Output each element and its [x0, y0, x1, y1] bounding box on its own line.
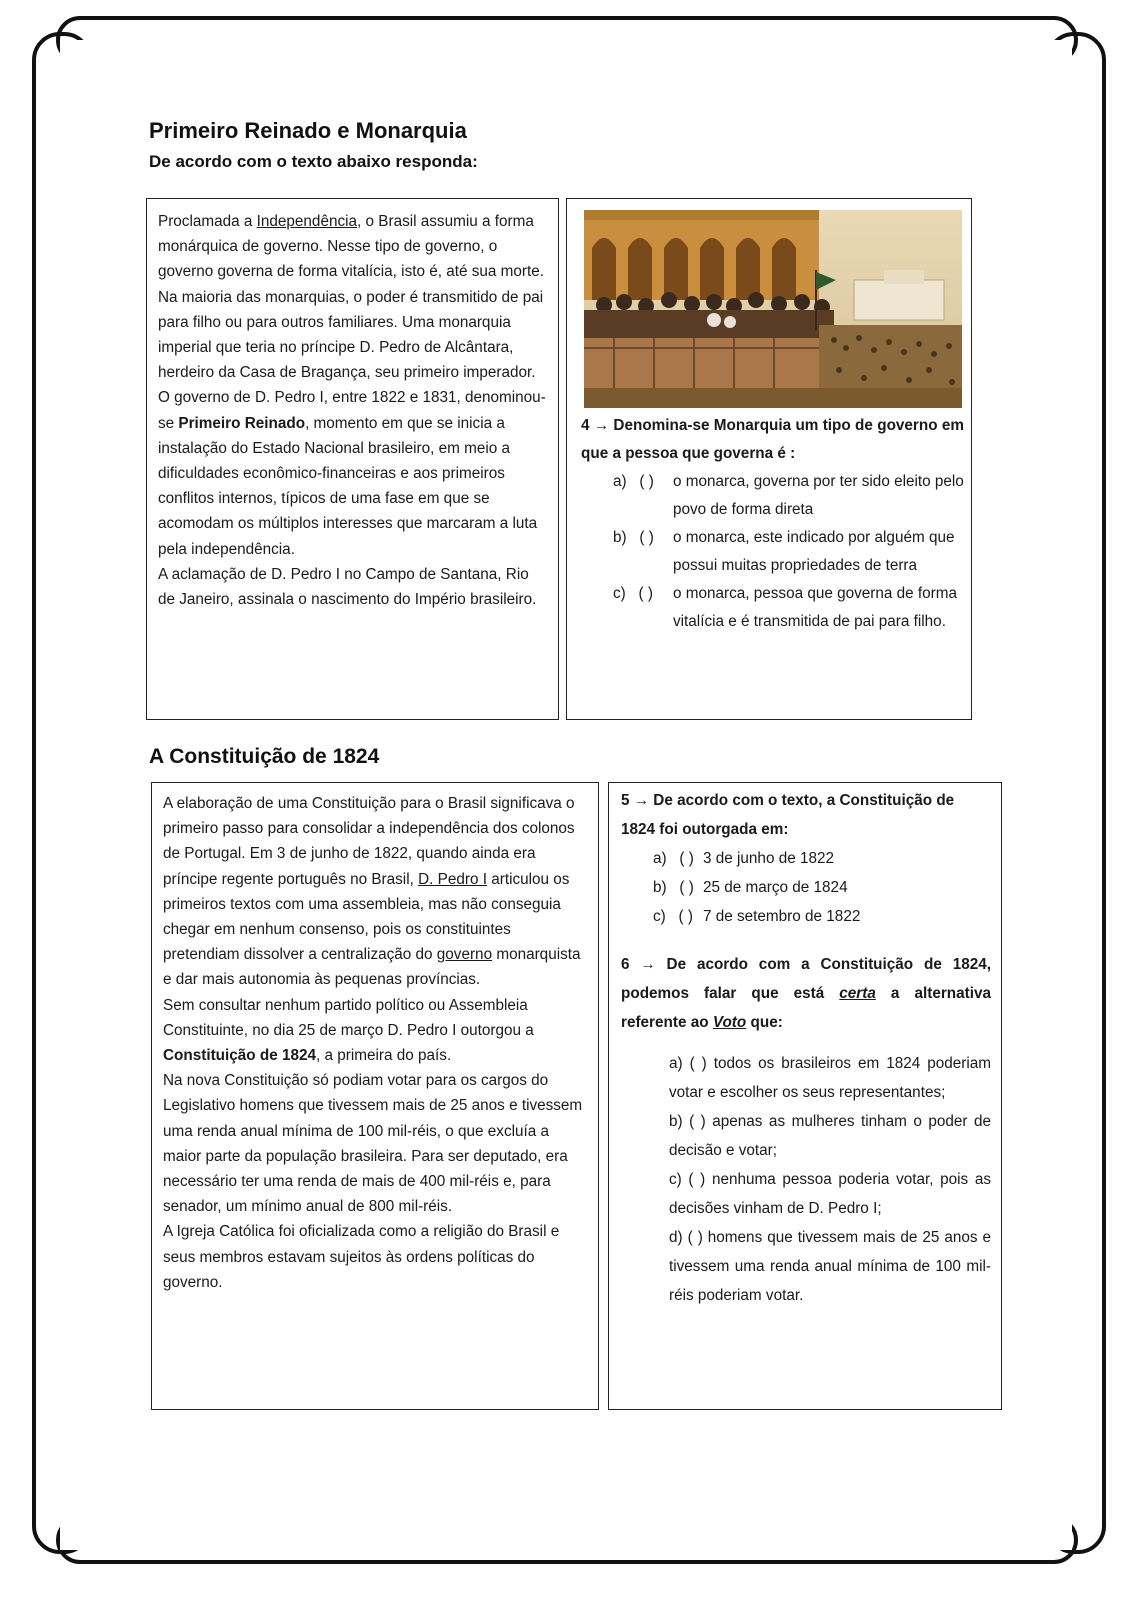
question4-options	[581, 468, 964, 636]
section1-text	[158, 209, 546, 612]
question5-options	[621, 844, 991, 931]
acclamation-painting-image	[584, 210, 962, 408]
question4-option-a[interactable]: a) ( ) o monarca, governa por ter sido eleito pelo povo de forma direta	[613, 473, 964, 518]
question6-title: 6 → De acordo com a Constituição de 1824, podemos falar que está certa a alternativa referente ao Voto que:	[621, 956, 991, 1031]
question5	[621, 786, 991, 931]
section2-title: A Constituição de 1824	[149, 745, 380, 768]
question4-title: 4 → Denomina-se Monarquia um tipo de governo em que a pessoa que governa é :	[581, 417, 964, 462]
section2-paragraph-4: A Igreja Católica foi oficializada como a religião do Brasil e seus membros estavam sujeitos às ordens políticas do governo.	[163, 1223, 560, 1291]
answer-checkbox[interactable]: ( )	[689, 1113, 706, 1130]
question6	[621, 950, 991, 1310]
question5-title: 5 → De acordo com o texto, a Constituição de 1824 foi outorgada em:	[621, 792, 955, 838]
answer-checkbox[interactable]: ( )	[678, 908, 693, 925]
question6-option-d[interactable]: d) ( ) homens que tivessem mais de 25 anos e tivessem uma renda anual mínima de 100 mil-réis poderiam votar.	[669, 1229, 992, 1304]
question5-option-c[interactable]: c) ( ) 7 de setembro de 1822	[653, 908, 861, 925]
answer-checkbox[interactable]: ( )	[679, 879, 694, 896]
question4-option-b[interactable]: b) ( ) o monarca, este indicado por alguém que possui muitas propriedades de terra	[613, 529, 955, 574]
question6-option-c[interactable]: c) ( ) nenhuma pessoa poderia votar, pois as decisões vinham de D. Pedro I;	[669, 1171, 992, 1217]
question6-option-b[interactable]: b) ( ) apenas as mulheres tinham o poder de decisão e votar;	[669, 1113, 991, 1159]
acclamation-painting	[584, 210, 962, 408]
answer-checkbox[interactable]: ( )	[688, 1171, 706, 1188]
section1-paragraph-2: A aclamação de D. Pedro I no Campo de Santana, Rio de Janeiro, assinala o nascimento do Império brasileiro.	[158, 565, 537, 609]
question5-option-a[interactable]: a) ( ) 3 de junho de 1822	[653, 850, 834, 867]
section2-text-box	[151, 782, 599, 1410]
section2-paragraph-1: A elaboração de uma Constituição para o Brasil significava o primeiro passo para consolidar a independência dos colonos de Portugal. Em 3 de junho de 1822, quando ainda era príncipe regente português no Brasil, D. Pedro I articulou os primeiros textos com uma assembleia, mas não conseguia chegar em nenhum consenso, pois os constituintes pretendiam dissolver a centralização do governo monarquista e dar mais autonomia às pequenas províncias.	[163, 795, 581, 989]
answer-checkbox[interactable]: ( )	[687, 1229, 703, 1246]
question4-option-c[interactable]: c) ( ) o monarca, pessoa que governa de forma vitalícia e é transmitida de pai para filho.	[613, 585, 958, 630]
section2-paragraph-3: Na nova Constituição só podiam votar para os cargos do Legislativo homens que tivessem mais de 25 anos e tivessem uma renda anual mínima de 100 mil-réis, o que excluía a maior parte da população brasileira. Para ser deputado, era necessário ter uma renda de mais de 400 mil-réis e, para senador, um mínimo anual de 800 mil-réis.	[163, 1072, 583, 1216]
answer-checkbox[interactable]: ( )	[638, 585, 653, 602]
section1-title: Primeiro Reinado e Monarquia	[149, 118, 467, 143]
section1-paragraph-1: Proclamada a Independência, o Brasil assumiu a forma monárquica de governo. Nesse tipo de governo, o governo governa de forma vitalícia, isto é, até sua morte. Na maioria das monarquias, o poder é transmitido de pai para filho ou para outros familiares. Uma monarquia imperial que teria no príncipe D. Pedro de Alcântara, herdeiro da Casa de Bragança, seu primeiro imperador. O governo de D. Pedro I, entre 1822 e 1831, denominou-se Primeiro Reinado, momento em que se inicia a instalação do Estado Nacional brasileiro, em meio a dificuldades econômico-financeiras e aos primeiros conflitos internos, típicos de uma fase em que se acomodam os múltiplos interesses que marcaram a luta pela independência.	[158, 213, 546, 558]
question6-options	[621, 1049, 991, 1310]
section1-text-box	[146, 198, 559, 720]
section1-subtitle: De acordo com o texto abaixo responda:	[149, 152, 478, 171]
answer-checkbox[interactable]: ( )	[639, 529, 654, 546]
d-pedro-link[interactable]: D. Pedro I	[418, 870, 487, 888]
section2-text	[163, 791, 588, 1295]
question5-option-b[interactable]: b) ( ) 25 de março de 1824	[653, 879, 848, 896]
question6-option-a[interactable]: a) ( ) todos os brasileiros em 1824 poderiam votar e escolher os seus representantes;	[669, 1055, 991, 1101]
question4	[581, 412, 964, 636]
answer-checkbox[interactable]: ( )	[689, 1055, 707, 1072]
independencia-link[interactable]: Independência	[256, 213, 358, 230]
answer-checkbox[interactable]: ( )	[639, 473, 654, 490]
section2-paragraph-2: Sem consultar nenhum partido político ou Assembleia Constituinte, no dia 25 de março D. Pedro I outorgou a Constituição de 1824, a primeira do país.	[163, 996, 534, 1065]
answer-checkbox[interactable]: ( )	[679, 850, 694, 867]
governo-link[interactable]: governo	[436, 946, 493, 964]
